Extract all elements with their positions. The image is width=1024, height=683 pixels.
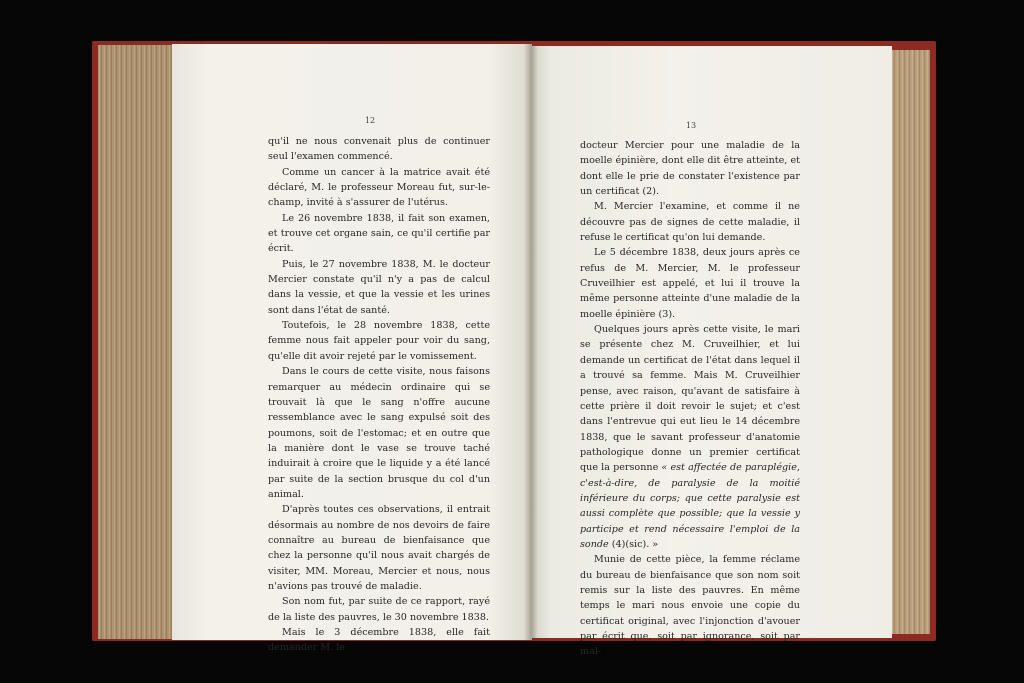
right-page-edges: [886, 50, 930, 634]
left-page-text: [268, 134, 490, 656]
paragraph: docteur Mercier pour une maladie de la moelle épinière, dont elle dit être atteinte, et dont elle le prie de constater l'existence par un certificat (2).: [580, 140, 800, 198]
paragraph: Son nom fut, par suite de ce rapport, rayé de la liste des pauvres, le 30 novembre 1838.: [268, 596, 490, 623]
right-page-text: [580, 138, 800, 660]
paragraph: Munie de cette pièce, la femme réclame du bureau de bienfaisance que son nom soit remis sur la liste des pauvres. En même temps le mari nous envoie une copie du certificat original, avec l'injonction d'avouer par écrit que, soit par ignorance, soit par mal-: [580, 554, 800, 658]
paragraph: Dans le cours de cette visite, nous faisons remarquer au médecin ordinaire qui se trouvait là que le sang n'offre aucune ressemblance avec le sang expulsé soit des poumons, soit de l'estomac; et en outre que la manière dont le vase se trouve taché induirait à croire que le liquide y a été lancé par suite de la section brusque du col d'un animal.: [268, 366, 490, 500]
left-page-number: 12: [364, 116, 376, 125]
right-page-number: 13: [685, 121, 697, 130]
paragraph: Le 26 novembre 1838, il fait son examen, et trouve cet organe sain, ce qu'il certifie par écrit.: [268, 212, 490, 255]
paragraph: Comme un cancer à la matrice avait été déclaré, M. le professeur Moreau fut, sur-le-champ, invité à s'assurer de l'utérus.: [268, 166, 490, 209]
paragraph-with-quote: [580, 322, 800, 552]
book-gutter: [524, 44, 538, 640]
paragraph: Puis, le 27 novembre 1838, M. le docteur Mercier constate qu'il n'y a pas de calcul dans la vessie, et que la vessie et les urines sont dans l'état de santé.: [268, 258, 490, 316]
quoted-certificate: « est affectée de paraplégie, c'est-à-dire, de paralysie de la moitié inférieure du corps; que cette paralysie est aussi complète que possible; que la vessie y participe et rend nécessaire l'emploi de la sonde: [580, 462, 800, 550]
left-page-edges: [98, 45, 176, 639]
paragraph: Toutefois, le 28 novembre 1838, cette femme nous fait appeler pour voir du sang, qu'elle dit avoir rejeté par le vomissement.: [268, 320, 490, 362]
paragraph: qu'il ne nous convenait plus de continuer seul l'examen commencé.: [268, 136, 490, 163]
paragraph: D'après toutes ces observations, il entrait désormais au nombre de nos devoirs de faire connaître au bureau de bienfaisance que chez la personne qu'il nous avait chargés de visiter, MM. Moreau, Mercier et nous, nous n'avions pas trouvé de maladie.: [268, 504, 490, 592]
paragraph: Mais le 3 décembre 1838, elle fait demander M. le: [268, 627, 490, 654]
footnote-ref: (4)(sic). »: [611, 538, 659, 550]
paragraph: Le 5 décembre 1838, deux jours après ce refus de M. Mercier, M. le professeur Cruveilhier est appelé, et lui il trouve la même personne atteinte d'une maladie de la moelle épinière (3).: [580, 247, 800, 320]
paragraph-text: Quelques jours après cette visite, le mari se présente chez M. Cruveilhier, et lui demande un certificat de l'état dans lequel il a trouvé sa femme. Mais M. Cruveilhier pense, avec raison, qu'avant de satisfaire à cette prière il doit revoir le sujet; et c'est dans l'entrevue qui eut lieu le 14 décembre 1838, que le savant professeur d'anatomie pathologique donne un premier certificat que la personne: [580, 324, 800, 474]
paragraph: M. Mercier l'examine, et comme il ne découvre pas de signes de cette maladie, il refuse le certificat qu'on lui demande.: [580, 201, 800, 244]
